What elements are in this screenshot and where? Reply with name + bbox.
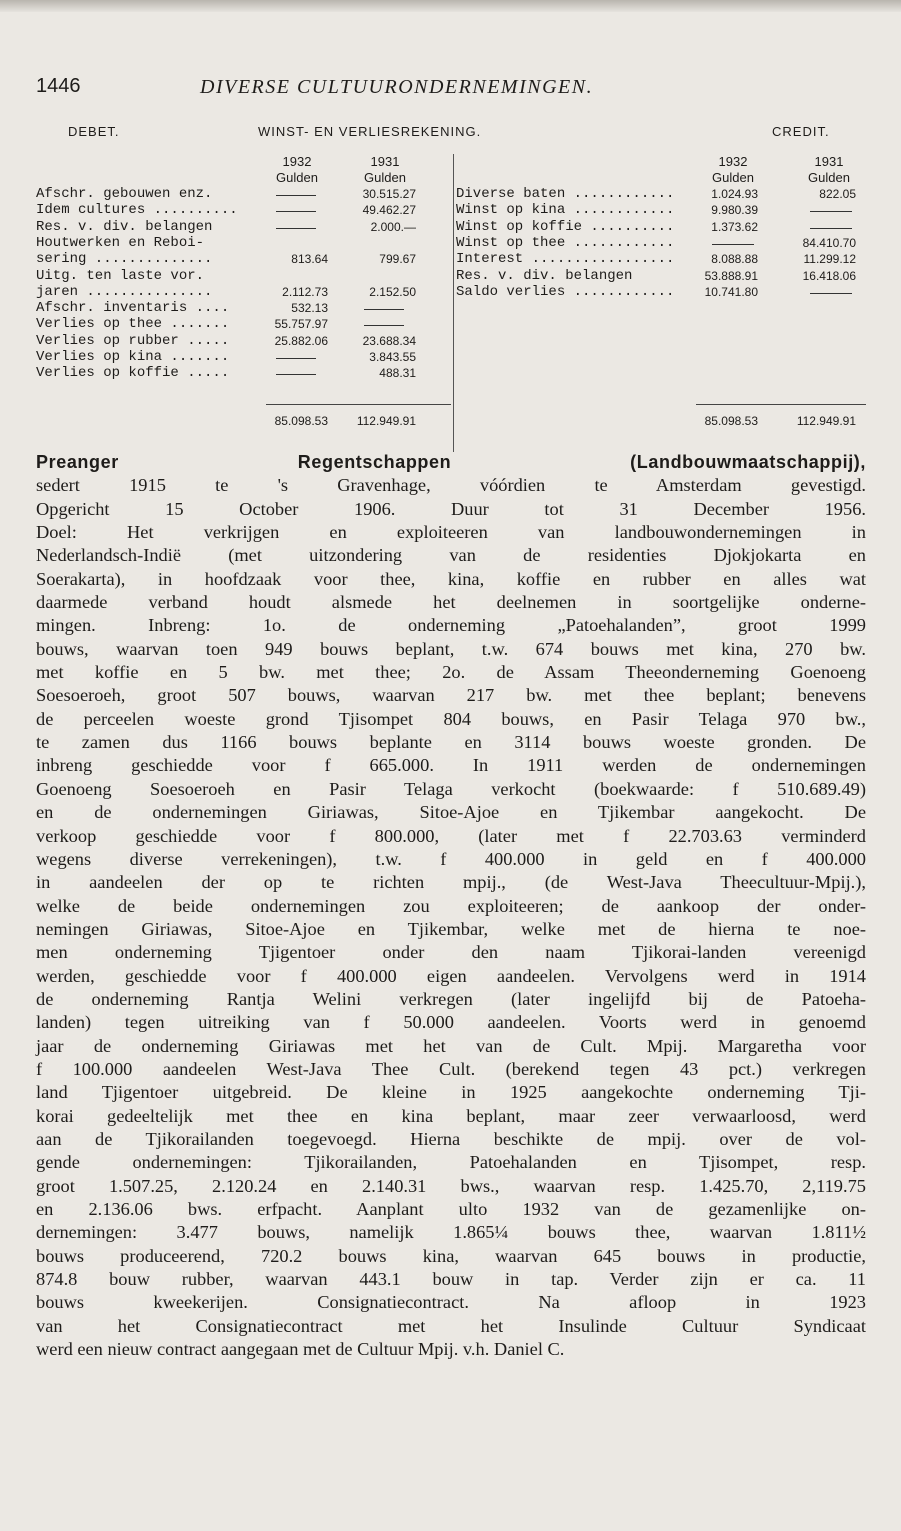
scan-top-edge [0,0,901,12]
text-line: Soerakarta), in hoofdzaak voor thee, kina, koffie en rubber en alles wat [36,568,866,589]
debet-value-1931: 49.462.27 [362,203,416,218]
text-line: inbreng geschiedde voor f 665.000. In 1911 werden de ondernemingen [36,755,866,776]
debet-row-label: Verlies op koffie ..... [36,365,230,382]
credit-row-label: Interest ................. [456,251,675,268]
credit-value-1932: 1.024.93 [711,187,758,201]
text-line: f 100.000 aandeelen West-Java Thee Cult. (berekend tegen 43 pct.) verkregen [36,1058,866,1079]
text-line: land Tjigentoer uitgebreid. De kleine in 1925 aangekochte onderneming Tji- [36,1082,866,1103]
text-line: werd een nieuw contract aangegaan met de Cultuur Mpij. v.h. Daniel C. [36,1339,565,1360]
debet-row-label: jaren ............... [36,283,213,300]
text-line: dernemingen: 3.477 bouws, namelijk 1.865¼ bouws thee, waarvan 1.811½ [36,1222,866,1243]
credit-total-1932: 85.098.53 [704,414,758,428]
debet-value-1931: 799.67 [379,252,416,267]
text-line: 874.8 bouw rubber, waarvan 443.1 bouw in tap. Verder zijn er ca. 11 [36,1269,866,1290]
text-line: men onderneming Tjigentoer onder den naam Tjikorai-landen vereenigd [36,942,866,963]
empty-cell-dash [364,309,404,310]
text-line: de perceelen woeste grond Tjisompet 804 bouws, en Pasir Telaga 970 bw., [36,708,866,729]
text-line: en 2.136.06 bws. erfpacht. Aanplant ulto 1932 van de gezamenlijke on- [36,1199,866,1219]
credit-value-1931: 16.418.06 [802,268,856,283]
debet-value-1931: 2.152.50 [369,284,416,299]
text-line: nemingen Giriawas, Sitoe-Ajoe en Tjikembar, welke met de hierna te noe- [36,918,866,939]
profit-loss-account [36,124,866,434]
text-line: gende ondernemingen: Tjikorailanden, Patoehalanden en Tjisompet, resp. [36,1152,866,1173]
text-line: korai gedeeltelijk met thee en kina beplant, maar zeer verwaarloosd, werd [36,1105,866,1126]
text-line: Opgericht 15 October 1906. Duur tot 31 December 1956. [36,498,866,519]
text-line: sedert 1915 te 's Gravenhage, vóórdien te Amsterdam gevestigd. [36,475,866,496]
debet-value-1931: 30.515.27 [362,187,416,201]
credit-total-rule [696,404,866,405]
column-divider [453,154,454,452]
empty-cell-dash [276,195,316,196]
running-title: DIVERSE CULTUURONDERNEMINGEN. [200,76,594,98]
text-line: aan de Tjikorailanden toegevoegd. Hierna beschikte de mpij. over de vol- [36,1128,866,1149]
debet-row-label: Idem cultures .......... [36,202,238,219]
credit-value-1931: 84.410.70 [802,235,856,250]
debet-year-1931: 1931 [370,154,400,169]
text-line: bouws, waarvan toen 949 bouws beplant, t.w. 674 bouws met kina, 270 bw. [36,638,866,659]
credit-unit-1931: Gulden [808,170,850,185]
text-line: werden, geschiedde voor f 400.000 eigen aandeelen. Vervolgens werd in 1914 [36,965,866,986]
debet-value-1931: 2.000.— [370,219,416,234]
debet-label: DEBET. [68,124,120,139]
credit-row-label: Winst op koffie .......... [456,218,675,235]
empty-cell-dash [276,211,316,212]
empty-cell-dash [364,325,404,326]
credit-label: CREDIT. [772,124,830,139]
credit-value-1932: 9.980.39 [711,203,758,218]
debet-row-label: sering .............. [36,251,213,268]
debet-row-label: Afschr. gebouwen enz. [36,186,213,202]
debet-value-1932: 532.13 [291,301,328,316]
debet-value-1931: 23.688.34 [362,333,416,348]
debet-row-label: Verlies op rubber ..... [36,332,230,349]
text-line: Nederlandsch-Indië (met uitzondering van de residenties Djokjokarta en [36,545,866,566]
credit-value-1932: 1.373.62 [711,219,758,234]
credit-value-1932: 53.888.91 [704,268,758,283]
credit-value-1931: 822.05 [819,187,856,201]
text-line: en de ondernemingen Giriawas, Sitoe-Ajoe en Tjikembar aangekocht. De [36,802,866,823]
debet-value-1932: 813.64 [291,252,328,267]
text-line: bouws kweekerijen. Consignatiecontract. Na afloop in 1923 [36,1292,866,1313]
empty-cell-dash [810,293,852,294]
text-line: daarmede verband houdt alsmede het deelnemen in soortgelijke onderne- [36,592,866,613]
debet-row-label: Uitg. ten laste vor. [36,267,205,284]
credit-total-1931: 112.949.91 [796,414,856,428]
empty-cell-dash [810,211,852,212]
empty-cell-dash [810,228,852,229]
text-line: welke de beide ondernemingen zou exploiteeren; de aankoop der onder- [36,895,866,916]
empty-cell-dash [276,358,316,359]
credit-row-label: Saldo verlies ............ [456,283,675,300]
company-name: Preanger Regentschappen (Landbouwmaatschappij), [36,452,866,472]
credit-value-1932: 10.741.80 [704,284,758,299]
text-line: Soesoeroeh, groot 507 bouws, waarvan 217 bw. met thee beplant; benevens [36,685,866,706]
credit-year-1931: 1931 [814,154,844,169]
company-entry-text [36,451,866,1361]
text-line: wegens diverse verrekeningen), t.w. f 400.000 in geld en f 400.000 [36,848,866,869]
account-title: WINST- EN VERLIESREKENING. [258,124,482,139]
debet-value-1931: 3.843.55 [369,350,416,364]
debet-row-label: Res. v. div. belangen [36,218,213,235]
debet-year-1932: 1932 [282,154,312,169]
text-line: de onderneming Rantja Welini verkregen (later ingelijfd bij de Patoeha- [36,988,866,1009]
debet-value-1932: 25.882.06 [274,333,328,348]
credit-unit-1932: Gulden [712,170,754,185]
text-line: jaar de onderneming Giriawas met het van de Cult. Mpij. Margaretha voor [36,1035,866,1056]
credit-value-1932: 8.088.88 [711,252,758,267]
debet-unit-1931: Gulden [364,170,406,185]
debet-value-1932: 2.112.73 [282,284,328,299]
debet-row-label: Houtwerken en Reboi- [36,234,205,251]
text-line: bouws produceerend, 720.2 bouws kina, waarvan 645 bouws in productie, [36,1245,866,1266]
text-line: landen) tegen uitreiking van f 50.000 aandeelen. Voorts werd in genoemd [36,1012,866,1033]
text-line: met koffie en 5 bw. met thee; 2o. de Assam Theeonderneming Goenoeng [36,662,866,683]
credit-row-label: Res. v. div. belangen [456,267,633,284]
text-line: groot 1.507.25, 2.120.24 en 2.140.31 bws., waarvan resp. 1.425.70, 2,119.75 [36,1175,866,1196]
text-line: van het Consignatiecontract met het Insulinde Cultuur Syndicaat [36,1315,866,1336]
credit-row-label: Diverse baten ............ [456,186,675,202]
debet-row-label: Verlies op kina ....... [36,349,230,365]
text-line: te zamen dus 1166 bouws beplante en 3114 bouws woeste gronden. De [36,732,866,753]
debet-row-label: Verlies op thee ....... [36,316,230,333]
text-line: mingen. Inbreng: 1o. de onderneming „Patoehalanden”, groot 1999 [36,615,866,636]
debet-total-1931: 112.949.91 [356,414,416,428]
credit-row-label: Winst op thee ............ [456,234,675,251]
page-header [36,75,866,105]
debet-total-rule [266,404,451,405]
empty-cell-dash [276,374,316,375]
empty-cell-dash [276,228,316,229]
credit-value-1931: 11.299.12 [803,252,856,267]
credit-year-1932: 1932 [718,154,748,169]
debet-value-1932: 55.757.97 [274,317,328,332]
debet-unit-1932: Gulden [276,170,318,185]
page-number: 1446 [36,75,81,97]
text-line: Goenoeng Soesoeroeh en Pasir Telaga verkocht (boekwaarde: f 510.689.49) [36,778,866,799]
credit-row-label: Winst op kina ............ [456,202,675,219]
debet-row-label: Afschr. inventaris .... [36,300,230,317]
debet-total-1932: 85.098.53 [274,414,328,428]
text-line: Doel: Het verkrijgen en exploiteeren van landbouwondernemingen in [36,522,866,543]
text-line: verkoop geschiedde voor f 800.000, (later met f 22.703.63 verminderd [36,825,866,846]
debet-value-1931: 488.31 [379,366,416,381]
text-line: in aandeelen der op te richten mpij., (de West-Java Theecultuur-Mpij.), [36,872,866,893]
empty-cell-dash [712,244,754,245]
